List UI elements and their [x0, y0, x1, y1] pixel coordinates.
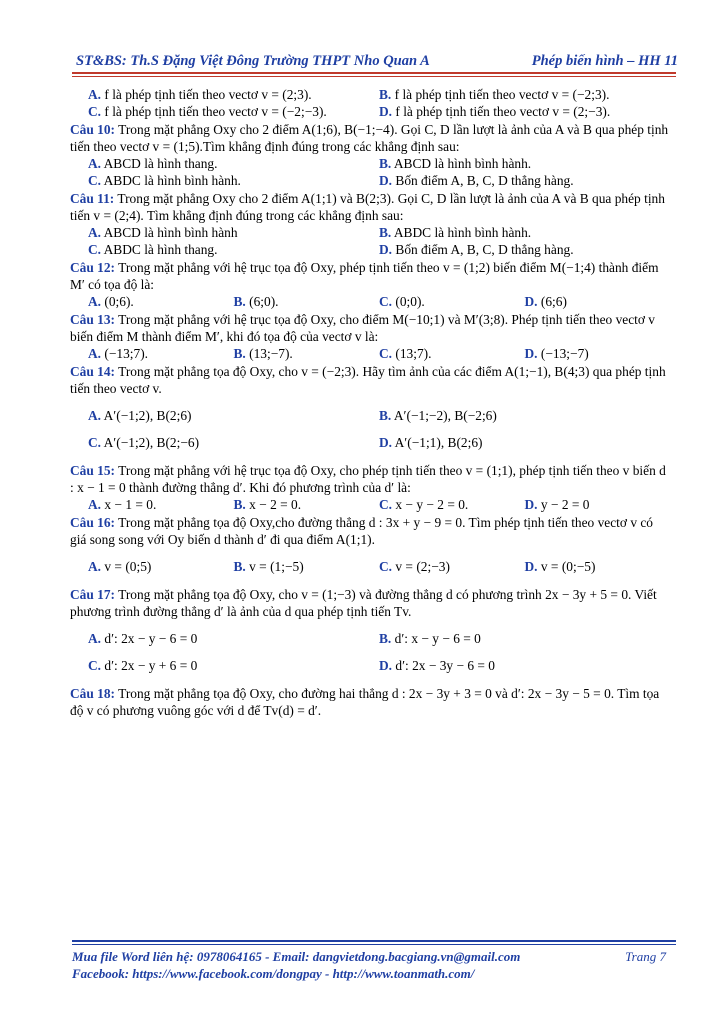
question-text: Trong mặt phẳng tọa độ Oxy, cho v = (−2;3). Hãy tìm ảnh của các điểm A(1;−1), B(4;3) qua phép tịnh tiến theo vectơ v.: [70, 364, 666, 396]
question-text: Trong mặt phẳng với hệ trục tọa độ Oxy, cho điểm M(−10;1) và M′(3;8). Phép tịnh tiến theo vectơ v biến điểm M thành điểm M′, khi đó tọa độ của vectơ v là:: [70, 312, 655, 344]
answer-option[interactable]: [379, 657, 670, 674]
spacer: [70, 674, 670, 684]
spacer: [70, 548, 670, 558]
option-label: A.: [88, 559, 102, 574]
options-row: [70, 657, 670, 674]
option-text: f là phép tịnh tiến theo vectơ v = (2;−3).: [395, 104, 611, 119]
option-label: D.: [524, 497, 538, 512]
options-row: [70, 558, 670, 575]
option-label: D.: [524, 294, 538, 309]
answer-option[interactable]: [88, 293, 234, 310]
option-label: D.: [379, 658, 393, 673]
answer-option[interactable]: [379, 345, 525, 362]
question-label: Câu 11:: [70, 191, 115, 206]
question: [70, 190, 670, 224]
question-label: Câu 18:: [70, 686, 116, 701]
answer-option[interactable]: [379, 496, 525, 513]
option-text: Bốn điểm A, B, C, D thẳng hàng.: [395, 173, 574, 188]
question-text: Trong mặt phẳng Oxy cho 2 điểm A(1;6), B(−1;−4). Gọi C, D lần lượt là ảnh của A và B qua phép tịnh tiến theo vectơ v = (1;5).Tìm khẳng định đúng trong các khẳng định sau:: [70, 122, 669, 154]
answer-option[interactable]: [379, 103, 670, 120]
answer-option[interactable]: [88, 155, 379, 172]
option-text: x − 2 = 0.: [249, 497, 302, 512]
option-label: C.: [88, 435, 102, 450]
option-text: A′(−1;−2), B(−2;6): [393, 408, 497, 423]
option-label: B.: [379, 631, 392, 646]
options-row: [70, 345, 670, 362]
question: [70, 259, 670, 293]
option-text: (−13;−7): [540, 346, 589, 361]
option-label: D.: [379, 104, 393, 119]
question-label: Câu 16:: [70, 515, 116, 530]
answer-option[interactable]: [234, 345, 380, 362]
option-label: C.: [379, 559, 393, 574]
option-text: d′: 2x − y + 6 = 0: [104, 658, 198, 673]
footer-contact: Mua file Word liên hệ: 0978064165 - Email: dangvietdong.bacgiang.vn@gmail.com: [72, 949, 521, 964]
page-header: [76, 53, 678, 70]
option-label: B.: [379, 156, 392, 171]
options-row: [70, 293, 670, 310]
footer-rule: [72, 940, 676, 942]
option-text: A′(−1;2), B(2;6): [103, 408, 192, 423]
page-number: Trang 7: [625, 949, 666, 964]
answer-option[interactable]: [88, 172, 379, 189]
option-label: A.: [88, 408, 102, 423]
option-label: D.: [379, 173, 393, 188]
answer-option[interactable]: [234, 496, 380, 513]
options-row: [70, 224, 670, 241]
option-label: A.: [88, 294, 102, 309]
answer-option[interactable]: [379, 293, 525, 310]
spacer: [70, 647, 670, 657]
answer-option[interactable]: [379, 434, 670, 451]
option-label: C.: [379, 294, 393, 309]
answer-option[interactable]: [88, 86, 379, 103]
option-label: B.: [233, 346, 246, 361]
answer-option[interactable]: [379, 407, 670, 424]
option-text: ABDC là hình bình hành.: [393, 225, 532, 240]
option-text: ABCD là hình thang.: [103, 156, 218, 171]
option-text: (0;6).: [104, 294, 134, 309]
spacer: [70, 451, 670, 461]
option-text: f là phép tịnh tiến theo vectơ v = (−2;−3).: [104, 104, 327, 119]
option-text: ABCD là hình bình hành.: [393, 156, 532, 171]
answer-option[interactable]: [88, 103, 379, 120]
option-label: D.: [524, 559, 538, 574]
question-label: Câu 13:: [70, 312, 116, 327]
option-label: C.: [88, 104, 102, 119]
question: [70, 311, 670, 345]
option-label: A.: [88, 631, 102, 646]
options-row: [70, 630, 670, 647]
answer-option[interactable]: [88, 345, 234, 362]
option-text: A′(−1;2), B(2;−6): [103, 435, 200, 450]
answer-option[interactable]: [379, 630, 670, 647]
answer-option[interactable]: [88, 558, 234, 575]
option-label: B.: [233, 497, 246, 512]
option-text: x − 1 = 0.: [104, 497, 157, 512]
option-label: D.: [379, 435, 393, 450]
spacer: [70, 397, 670, 407]
option-text: x − y − 2 = 0.: [395, 497, 469, 512]
option-label: C.: [88, 173, 102, 188]
option-text: ABDC là hình thang.: [103, 242, 218, 257]
answer-option[interactable]: [525, 293, 671, 310]
answer-option[interactable]: [525, 345, 671, 362]
question-text: Trong mặt phẳng Oxy cho 2 điểm A(1;1) và B(2;3). Gọi C, D lần lượt là ảnh của A và B qua phép tịnh tiến v = (2;4). Tìm khẳng định đúng trong các khẳng định sau:: [70, 191, 665, 223]
answer-option[interactable]: [88, 224, 379, 241]
option-text: v = (0;5): [104, 559, 152, 574]
question-text: Trong mặt phẳng tọa độ Oxy, cho v = (1;−3) và đường thẳng d có phương trình 2x − 3y + 5 = 0. Viết phương trình đường thẳng d′ là ảnh của d qua phép tịnh tiến Tv.: [70, 587, 657, 619]
option-text: v = (2;−3): [395, 559, 450, 574]
page-footer: [72, 948, 676, 982]
option-text: v = (1;−5): [249, 559, 304, 574]
question-label: Câu 10:: [70, 122, 116, 137]
option-label: B.: [379, 408, 392, 423]
options-row: [70, 434, 670, 451]
option-label: A.: [88, 87, 102, 102]
answer-option[interactable]: [88, 434, 379, 451]
option-text: A′(−1;1), B(2;6): [394, 435, 483, 450]
spacer: [70, 424, 670, 434]
question-label: Câu 17:: [70, 587, 116, 602]
question: [70, 121, 670, 155]
option-label: B.: [379, 225, 392, 240]
answer-option[interactable]: [234, 558, 380, 575]
question-label: Câu 12:: [70, 260, 116, 275]
question-text: Trong mặt phẳng với hệ trục tọa độ Oxy, phép tịnh tiến theo v = (1;2) biến điểm M(−1;4) thành điểm M′ có tọa độ là:: [70, 260, 659, 292]
option-text: d′: 2x − y − 6 = 0: [104, 631, 198, 646]
option-text: (6;0).: [249, 294, 279, 309]
options-row: [70, 155, 670, 172]
question-text: Trong mặt phẳng tọa độ Oxy, cho đường hai thẳng d : 2x − 3y + 3 = 0 và d′: 2x − 3y − 5 = 0. Tìm tọa độ v có phương vuông góc với d để Tv(d) = d′.: [70, 686, 660, 718]
option-label: B.: [379, 87, 392, 102]
header-left: ST&BS: Th.S Đặng Việt Đông Trường THPT Nho Quan A: [76, 53, 430, 69]
header-right: Phép biến hình – HH 11: [531, 53, 678, 69]
answer-option[interactable]: [88, 630, 379, 647]
option-text: d′: 2x − 3y − 6 = 0: [395, 658, 495, 673]
option-text: (−13;7).: [104, 346, 149, 361]
option-label: B.: [233, 294, 246, 309]
option-text: Bốn điểm A, B, C, D thẳng hàng.: [395, 242, 574, 257]
header-rule-thin: [72, 76, 676, 77]
question-list: [70, 86, 670, 719]
options-row: [70, 407, 670, 424]
question: [70, 363, 670, 397]
option-text: ABDC là hình bình hành.: [103, 173, 241, 188]
option-label: C.: [88, 658, 102, 673]
question: [70, 462, 670, 496]
option-label: C.: [88, 242, 102, 257]
option-text: v = (0;−5): [540, 559, 596, 574]
option-text: f là phép tịnh tiến theo vectơ v = (−2;3).: [394, 87, 610, 102]
option-label: D.: [379, 242, 393, 257]
option-text: (6;6): [540, 294, 567, 309]
question-label: Câu 14:: [70, 364, 116, 379]
question: [70, 586, 670, 620]
answer-option[interactable]: [88, 496, 234, 513]
answer-option[interactable]: [379, 172, 670, 189]
answer-option[interactable]: [234, 293, 380, 310]
option-label: D.: [524, 346, 538, 361]
option-label: C.: [379, 497, 393, 512]
question: [70, 685, 670, 719]
options-row: [70, 86, 670, 103]
option-text: d′: x − y − 6 = 0: [394, 631, 481, 646]
spacer: [70, 575, 670, 585]
option-label: A.: [88, 156, 102, 171]
answer-option[interactable]: [525, 558, 671, 575]
option-label: A.: [88, 497, 102, 512]
answer-option[interactable]: [525, 496, 671, 513]
option-text: f là phép tịnh tiến theo vectơ v = (2;3).: [104, 87, 312, 102]
answer-option[interactable]: [88, 241, 379, 258]
option-text: y − 2 = 0: [540, 497, 590, 512]
options-row: [70, 241, 670, 258]
question-label: Câu 15:: [70, 463, 116, 478]
answer-option[interactable]: [88, 407, 379, 424]
option-text: (13;7).: [395, 346, 432, 361]
answer-option[interactable]: [379, 224, 670, 241]
option-label: C.: [379, 346, 393, 361]
answer-option[interactable]: [379, 86, 670, 103]
option-text: ABCD là hình bình hành: [103, 225, 238, 240]
option-label: A.: [88, 225, 102, 240]
question: [70, 514, 670, 548]
options-row: [70, 103, 670, 120]
options-row: [70, 172, 670, 189]
option-text: (0;0).: [395, 294, 425, 309]
option-label: A.: [88, 346, 102, 361]
options-row: [70, 496, 670, 513]
question-text: Trong mặt phẳng tọa độ Oxy,cho đường thẳng d : 3x + y − 9 = 0. Tìm phép tịnh tiến theo vectơ v có giá song song với Oy biến d thành d′ đi qua điểm A(1;1).: [70, 515, 654, 547]
answer-option[interactable]: [379, 558, 525, 575]
answer-option[interactable]: [88, 657, 379, 674]
answer-option[interactable]: [379, 155, 670, 172]
question-text: Trong mặt phẳng với hệ trục tọa độ Oxy, cho phép tịnh tiến theo v = (1;1), phép tịnh tiến theo v biến d : x − 1 = 0 thành đường thẳng d′. Khi đó phương trình của d′ là:: [70, 463, 666, 495]
option-label: B.: [233, 559, 246, 574]
header-rule: [72, 72, 676, 74]
footer-rule-thin: [72, 944, 676, 945]
answer-option[interactable]: [379, 241, 670, 258]
footer-links: Facebook: https://www.facebook.com/dongpay - http://www.toanmath.com/: [72, 966, 475, 981]
spacer: [70, 620, 670, 630]
option-text: (13;−7).: [249, 346, 293, 361]
